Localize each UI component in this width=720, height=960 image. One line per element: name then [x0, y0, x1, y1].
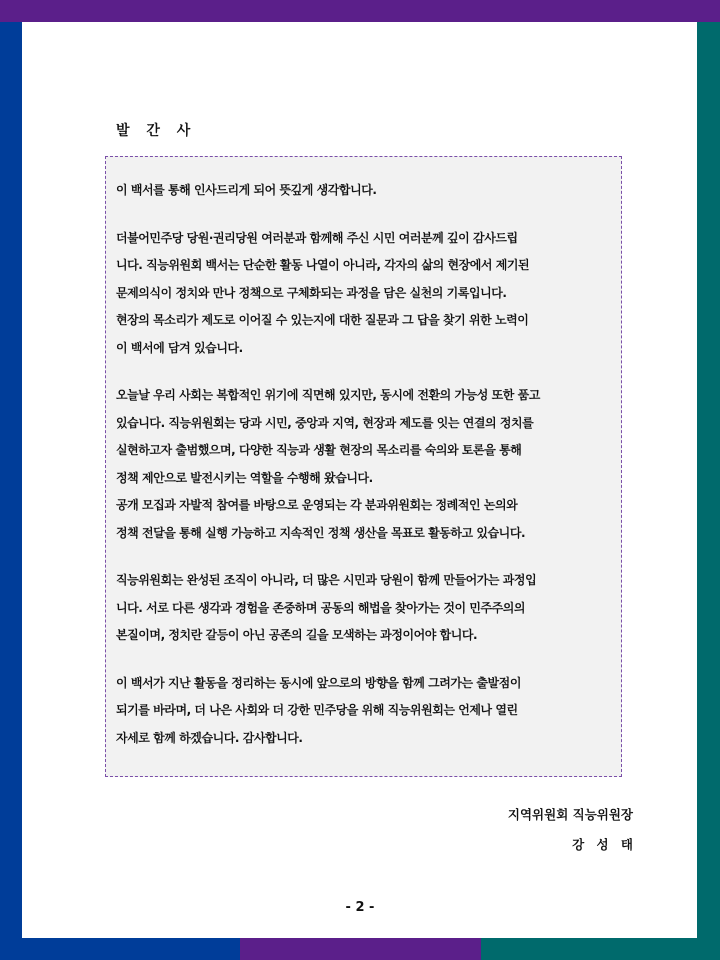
bottom-color-bar [0, 938, 720, 960]
foreword-paragraph-3: 오늘날 우리 사회는 복합적인 위기에 직면해 있지만, 동시에 전환의 가능성 또한 품고 있습니다. 직능위원회는 당과 시민, 중앙과 지역, 현장과 제도를 잇는 연결의 정치를 실현하고자 출범했으며, 다양한 직능과 생활 현장의 목소리를 숙의와 토론을 통해 정책 제안으로 발전시키는 역할을 수행해 왔습니다. 공개 모집과 자발적 참여를 바탕으로 운영되는 각 분과위원회는 정례적인 논의와 정책 전달을 통해 실행 가능하고 지속적인 정책 생산을 목표로 활동하고 있습니다. [116, 388, 540, 540]
signature-title: 지역위원회 직능위원장 [507, 807, 633, 822]
signature-block [507, 800, 637, 860]
page-title: 발 간 사 [116, 123, 197, 139]
foreword-paragraph-2: 더불어민주당 당원·권리당원 여러분과 함께해 주신 시민 여러분께 깊이 감사드립 니다. 직능위원회 백서는 단순한 활동 나열이 아니라, 각자의 삶의 현장에서 제기된 문제의식이 정치와 만나 정책으로 구체화되는 과정을 담은 실천의 기록입니다. 현장의 목소리가 제도로 이어질 수 있는지에 대한 질문과 그 답을 찾기 위한 노력이 이 백서에 담겨 있습니다. [116, 230, 530, 355]
foreword-paragraph-1: 이 백서를 통해 인사드리게 되어 뜻깊게 생각합니다. [116, 183, 377, 197]
foreword-box [105, 156, 622, 777]
signature-name: 강 성 태 [572, 837, 637, 852]
bottom-bar-blue-segment [0, 938, 240, 960]
top-color-bar [0, 0, 720, 22]
page-number: - 2 - [345, 900, 375, 915]
right-color-bar [697, 22, 720, 938]
foreword-paragraph-4: 직능위원회는 완성된 조직이 아니라, 더 많은 시민과 당원이 함께 만들어가는 과정입 니다. 서로 다른 생각과 경험을 존중하며 공동의 해법을 찾아가는 것이 민주주의의 본질이며, 정치란 갈등이 아닌 공존의 길을 모색하는 과정이어야 합니다. [116, 573, 537, 642]
bottom-bar-teal-segment [481, 938, 720, 960]
foreword-paragraph-5: 이 백서가 지난 활동을 정리하는 동시에 앞으로의 방향을 함께 그려가는 출발점이 되기를 바라며, 더 나은 사회와 더 강한 민주당을 위해 직능위원회는 언제나 열린 자세로 함께 하겠습니다. 감사합니다. [116, 675, 521, 745]
left-color-bar [0, 22, 22, 938]
bottom-bar-purple-segment [240, 938, 481, 960]
